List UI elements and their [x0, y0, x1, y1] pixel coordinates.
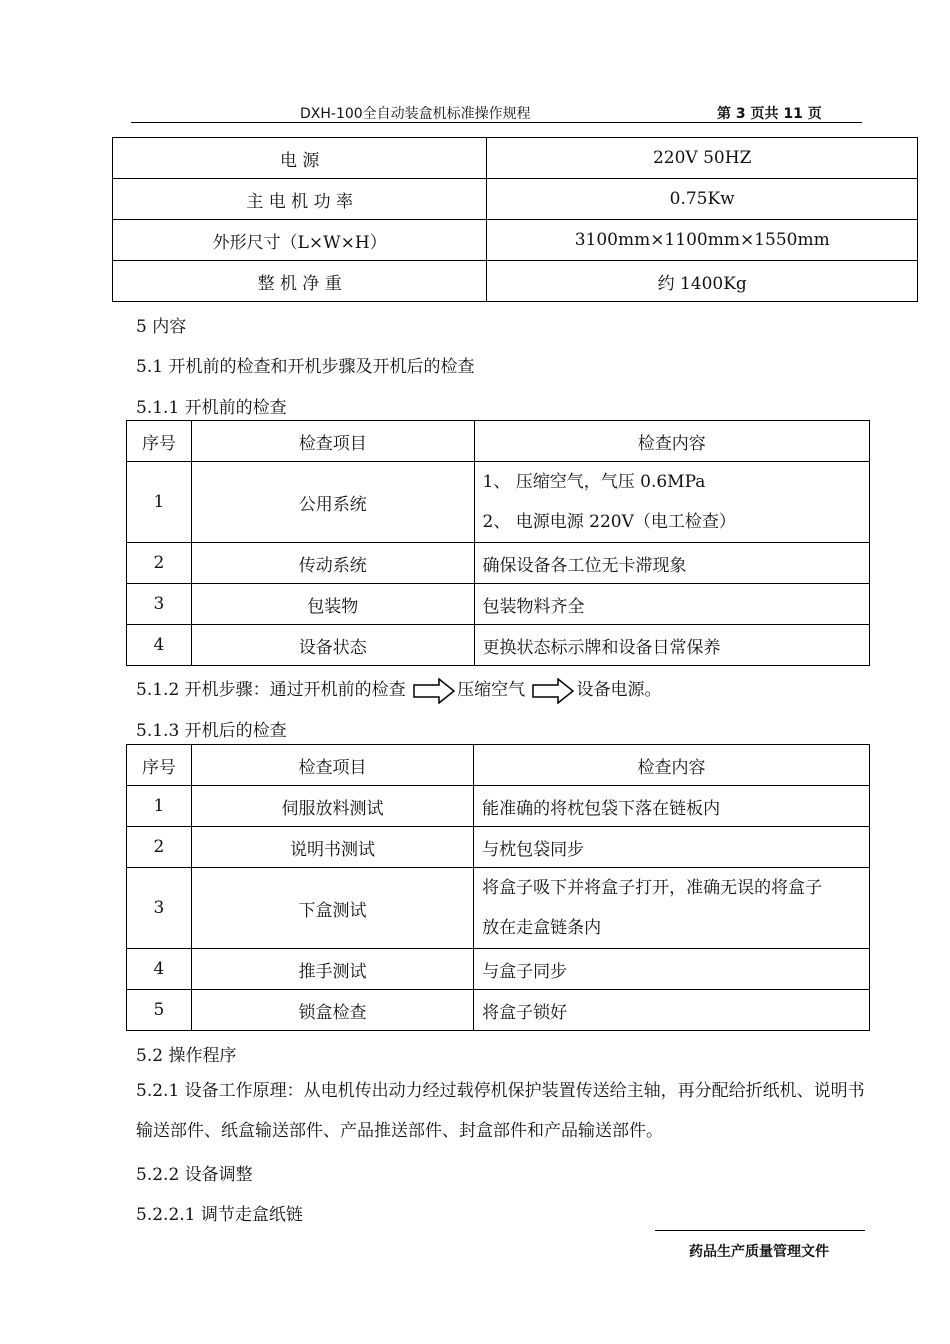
header-divider — [131, 122, 862, 123]
table-row — [127, 827, 870, 868]
check-content: 更换状态标示牌和设备日常保养 — [474, 625, 869, 666]
content-line: 将盒子吸下并将盒子打开，准确无误的将盒子 — [482, 878, 823, 898]
row-number: 1 — [127, 786, 192, 827]
table-row — [113, 261, 918, 302]
table-row — [127, 949, 870, 990]
check-item: 传动系统 — [191, 543, 474, 584]
spec-label: 整 机 净 重 — [113, 261, 487, 302]
spec-value: 约 1400Kg — [487, 261, 918, 302]
spec-label: 主 电 机 功 率 — [113, 179, 487, 220]
table-row — [127, 786, 870, 827]
table-row — [127, 462, 870, 543]
row-number: 5 — [127, 990, 192, 1031]
check-item: 设备状态 — [191, 625, 474, 666]
check-content: 将盒子锁好 — [474, 990, 870, 1031]
table-header-row — [127, 421, 870, 462]
check-item: 推手测试 — [191, 949, 473, 990]
check-item: 包装物 — [191, 584, 474, 625]
table-row — [127, 868, 870, 949]
column-header: 检查内容 — [474, 745, 870, 786]
section-heading: 5 内容 — [136, 317, 187, 337]
footer-divider — [655, 1230, 865, 1231]
check-item: 伺服放料测试 — [191, 786, 473, 827]
row-number: 4 — [127, 949, 192, 990]
step-mid: 压缩空气 — [457, 680, 526, 700]
right-arrow-icon — [532, 678, 574, 704]
header-page-number: 第 3 页共 11 页 — [717, 106, 822, 122]
table-row — [127, 625, 870, 666]
check-item: 锁盒检查 — [191, 990, 473, 1031]
row-number: 3 — [127, 868, 192, 949]
row-number: 4 — [127, 625, 192, 666]
check-content: 与盒子同步 — [474, 949, 870, 990]
body-paragraph: 5.2.1 设备工作原理：从电机传出动力经过载停机保护装置传送给主轴，再分配给折纸机、说明书输送部件、纸盒输送部件、产品推送部件、封盒部件和产品输送部件。 — [136, 1081, 865, 1141]
check-content: 能准确的将枕包袋下落在链板内 — [474, 786, 870, 827]
column-header: 序号 — [127, 745, 192, 786]
table-row — [113, 179, 918, 220]
table-header-row — [127, 745, 870, 786]
step-prefix: 5.1.2 开机步骤：通过开机前的检查 — [136, 680, 406, 700]
content-line: 1、 压缩空气，气压 0.6MPa — [482, 472, 706, 492]
startup-steps — [136, 675, 661, 704]
section-heading: 5.2.2 设备调整 — [136, 1165, 253, 1185]
right-arrow-icon — [413, 678, 455, 704]
spec-label: 外形尺寸（L×W×H） — [113, 220, 487, 261]
header-title: DXH-100全自动装盒机标准操作规程 — [300, 106, 531, 122]
check-item: 公用系统 — [191, 462, 474, 543]
table-row — [127, 543, 870, 584]
check-content: 确保设备各工位无卡滞现象 — [474, 543, 869, 584]
section-heading: 5.1 开机前的检查和开机步骤及开机后的检查 — [136, 357, 475, 377]
table-row — [113, 220, 918, 261]
spec-value: 0.75Kw — [487, 179, 918, 220]
check-content — [474, 868, 870, 949]
spec-label: 电 源 — [113, 138, 487, 179]
row-number: 2 — [127, 827, 192, 868]
section-heading: 5.1.3 开机后的检查 — [136, 721, 287, 741]
spec-value: 3100mm×1100mm×1550mm — [487, 220, 918, 261]
section-heading: 5.2 操作程序 — [136, 1046, 237, 1066]
post-check-table — [126, 744, 870, 1031]
check-item: 说明书测试 — [191, 827, 473, 868]
column-header: 序号 — [127, 421, 192, 462]
check-content — [474, 462, 869, 543]
step-suffix: 设备电源。 — [576, 680, 662, 700]
table-row — [127, 990, 870, 1031]
table-row — [127, 584, 870, 625]
section-heading: 5.1.1 开机前的检查 — [136, 398, 287, 418]
column-header: 检查项目 — [191, 421, 474, 462]
section-heading: 5.2.2.1 调节走盒纸链 — [136, 1205, 303, 1225]
content-line: 放在走盒链条内 — [482, 918, 602, 938]
content-line: 2、 电源电源 220V（电工检查） — [482, 512, 736, 532]
spec-table — [112, 137, 918, 302]
row-number: 2 — [127, 543, 192, 584]
row-number: 1 — [127, 462, 192, 543]
check-content: 包装物料齐全 — [474, 584, 869, 625]
footer-text: 药品生产质量管理文件 — [689, 1244, 829, 1260]
pre-check-table — [126, 420, 870, 666]
check-item: 下盒测试 — [191, 868, 473, 949]
check-content: 与枕包袋同步 — [474, 827, 870, 868]
spec-value: 220V 50HZ — [487, 138, 918, 179]
column-header: 检查项目 — [191, 745, 473, 786]
row-number: 3 — [127, 584, 192, 625]
table-row — [113, 138, 918, 179]
column-header: 检查内容 — [474, 421, 869, 462]
